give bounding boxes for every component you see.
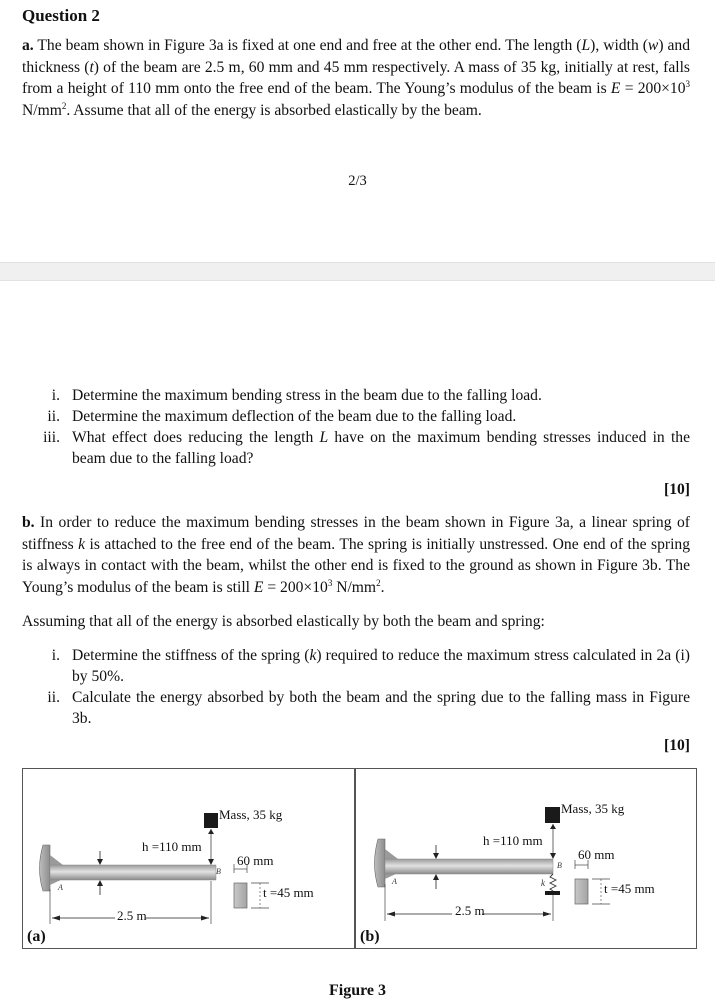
point-b-label: B — [216, 867, 221, 876]
length-label: 2.5 m — [455, 903, 485, 918]
figure-panel-a — [23, 769, 354, 948]
modulus-expression: $E = 200\times 10^3$ $N/mm^2$ — [22, 79, 691, 119]
figure-panel-b — [356, 769, 696, 948]
page-3 — [0, 281, 715, 1006]
list-item: ii. Calculate the energy absorbed by both the beam and the spring due to the falling mass in Figure 3b. — [47, 689, 690, 727]
part-a-questions — [22, 385, 690, 469]
panel-label-a: (a) — [27, 928, 46, 945]
part-b-assumption: Assuming that all of the energy is absorbed elastically by both the beam and spring: — [22, 613, 545, 630]
page-indicator: 2/3 — [348, 173, 367, 189]
thickness-label: t =45 mm — [263, 885, 314, 900]
height-label: h =110 mm — [483, 833, 543, 848]
page-2-top — [0, 0, 715, 262]
modulus-expression: $E = 200\times 10^3$ $N/mm^2$ — [253, 577, 381, 596]
part-a-label: a. — [22, 37, 34, 54]
length-label: 2.5 m — [117, 908, 147, 923]
point-a-label: A — [58, 883, 63, 892]
part-b-label: b. — [22, 514, 35, 531]
list-item: ii. Determine the maximum deflection of the beam due to the falling load. — [47, 408, 517, 425]
thickness-label: t =45 mm — [604, 881, 655, 896]
cantilever-beam-spring-diagram-b — [356, 769, 696, 949]
part-a-intro: a. The beam shown in Figure 3a is fixed at one end and free at the other end. The length (L), width (w) and thickness (t) of the beam are 2.5 m, 60 mm and 45 mm respectively. A mass of 35 kg, initially at rest, falls from a height of 110 mm onto the free end of the beam. The Young’s modulus of the beam is $E = 200\times 10^3$ $N/mm^2$. Assume that all of the energy is absorbed elastically by the beam. — [22, 37, 691, 119]
list-item: iii. What effect does reducing the length L have on the maximum bending stresses induced in the beam due to the falling load? — [43, 429, 690, 467]
part-b-questions — [22, 645, 690, 729]
question-title: Question 2 — [22, 6, 100, 25]
figure-3 — [22, 768, 697, 949]
mass-label: Mass, 35 kg — [219, 807, 283, 822]
list-item: i. Determine the stiffness of the spring (k) required to reduce the maximum stress calculated in 2a (i) by 50%. — [51, 647, 690, 685]
panel-label-b: (b) — [360, 928, 380, 945]
point-a-label: A — [392, 877, 397, 886]
part-b-intro: b. In order to reduce the maximum bending stresses in the beam shown in Figure 3a, a linear spring of stiffness k is attached to the free end of the beam. The spring is initially unstressed. One end of the spring is always in contact with the beam, whilst the other end is fixed to the ground as shown in Figure 3b. The Young’s modulus of the beam is still $E = 200\times 10^3$ $N/mm^2$. — [22, 514, 690, 596]
width-label: 60 mm — [237, 853, 274, 868]
spring-k-label: k — [541, 878, 545, 888]
width-label: 60 mm — [578, 847, 615, 862]
height-label: h =110 mm — [142, 839, 202, 854]
list-item: i. Determine the maximum bending stress in the beam due to the falling load. — [51, 387, 542, 404]
point-b-label: B — [557, 861, 562, 870]
part-a-marks: [10] — [664, 481, 690, 498]
page-separator — [0, 262, 715, 281]
cantilever-beam-diagram-a — [23, 769, 354, 949]
figure-caption: Figure 3 — [328, 982, 387, 999]
mass-label: Mass, 35 kg — [561, 801, 625, 816]
part-b-marks: [10] — [664, 737, 690, 754]
